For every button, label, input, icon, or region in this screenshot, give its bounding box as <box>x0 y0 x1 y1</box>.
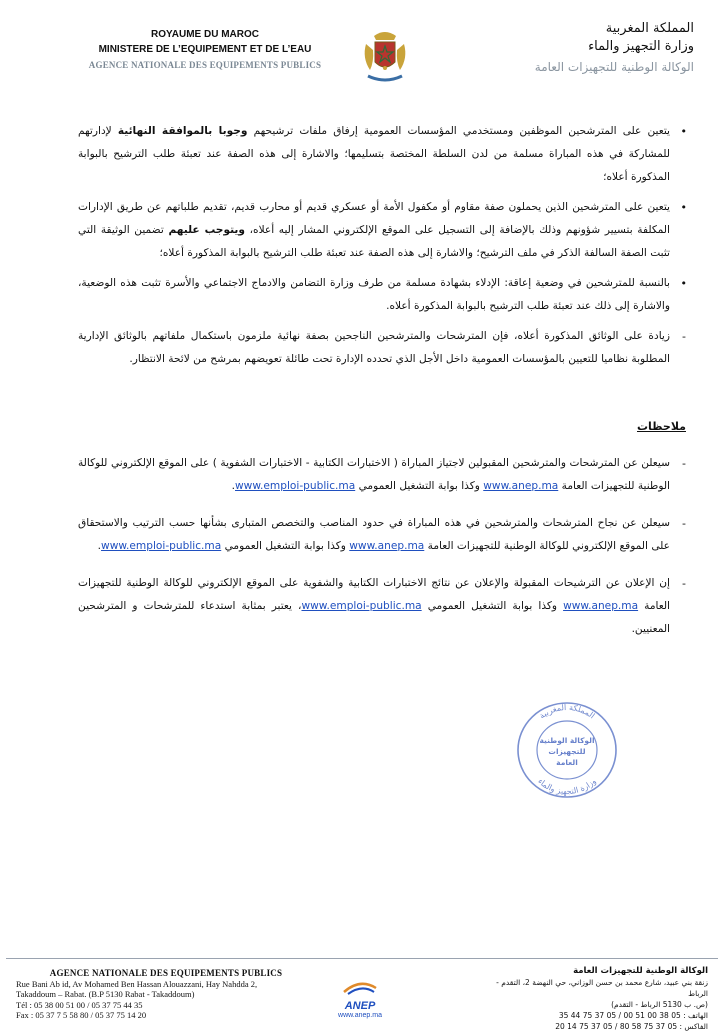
footer-agency-title-ar: الوكالة الوطنية للتجهيزات العامة <box>573 966 708 976</box>
bullet-icon: • <box>680 201 687 214</box>
note-text: ، يعتبر بمثابة استدعاء للمترشحات و المترشحين المعنيين. <box>78 600 670 635</box>
footer-phone-ar: الهاتف : 05 38 00 51 00 / 05 37 75 44 35 <box>558 1011 708 1020</box>
note-item <box>78 452 686 498</box>
svg-text:العامة: العامة <box>556 758 578 767</box>
requirement-paragraph <box>78 196 686 265</box>
coat-of-arms-icon <box>360 28 410 88</box>
requirement-paragraph <box>78 325 686 371</box>
official-stamp <box>515 700 619 800</box>
footer-divider <box>6 958 718 959</box>
requirement-paragraph <box>78 272 686 318</box>
ministry-label-ar: وزارة التجهيز والماء <box>588 39 694 54</box>
anep-link[interactable]: www.anep.ma <box>563 600 639 612</box>
note-text: وكذا بوابة التشغيل العمومي <box>421 600 564 612</box>
emploi-public-link[interactable]: www.emploi-public.ma <box>235 480 356 492</box>
requirements-section <box>78 120 686 378</box>
anep-logo-icon <box>340 978 380 996</box>
kingdom-label: ROYAUME DU MAROC <box>151 29 259 40</box>
footer-fax: Fax : 05 37 7 5 58 80 / 05 37 75 14 20 <box>16 1010 147 1020</box>
paragraph-bold-text: ويتوجب عليهم <box>168 224 245 236</box>
emploi-public-link[interactable]: www.emploi-public.ma <box>301 600 422 612</box>
anep-link[interactable]: www.anep.ma <box>349 540 425 552</box>
anep-logo-site: www.anep.ma <box>338 1012 382 1019</box>
header-arabic <box>434 20 694 78</box>
requirement-paragraph <box>78 120 686 189</box>
header-french <box>80 27 330 74</box>
note-item <box>78 512 686 558</box>
paragraph-text: تضمين الوثيقة التي تثبت الصفة السالفة الذكر في ملف الترشيح؛ والاشارة إلى هذه الصفة عند تعبئة طلب الترشيح بالبوابة المذكورة أعلاه؛ <box>78 224 670 259</box>
anep-logo <box>328 978 392 1022</box>
footer-phone: Tél : 05 38 00 51 00 / 05 37 75 44 35 <box>16 999 143 1010</box>
note-text: وكذا بوابة التشغيل العمومي <box>355 480 484 492</box>
footer-fax-ar: الفاكس : 05 37 75 58 80 / 05 37 75 14 20 <box>555 1022 708 1031</box>
note-text: سيعلن عن نجاح المترشحات والمترشحين في هذه المباراة في حدود المناصب والتخصص المتبارى بشأنها حسب الترتيب والاستحقاق على الموقع الإلكتروني للوكالة الوطنية للتجهيزات العامة <box>78 517 670 552</box>
ministry-label: MINISTERE DE L’EQUIPEMENT ET DE L’EAU <box>98 44 312 55</box>
paragraph-bold-text: وجوبا بالموافقة النهائية <box>117 125 248 137</box>
paragraph-text: بالنسبة للمترشحين في وضعية إعاقة: الإدلاء بشهادة مسلمة من طرف وزارة التضامن والادماج الاجتماعي والأسرة تثبت هذه الوضعية، والاشارة إلى ذلك عند تعبئة طلب الترشيح بالبوابة المذكورة أعلاه. <box>78 277 670 312</box>
footer-arabic <box>478 966 708 1032</box>
notes-title: ملاحظات <box>637 420 686 433</box>
footer-address-ar: زنقة بني عبيد، شارع محمد بن حسن الوزاني، حي النهضة 2، التقدم - الرباط <box>496 978 708 998</box>
note-text: سيعلن عن المترشحات والمترشحين المقبولين لاجتياز المباراة ( الاختبارات الكتابية - الاختبارات الشفوية ) على الموقع الإلكتروني للوكالة الوطنية للتجهيزات العامة <box>78 457 670 492</box>
notes-section <box>78 452 686 655</box>
footer-address: Rue Bani Ab id, Av Mohamed Ben Hassan Alouazzani, Hay Nahdda 2, <box>16 978 258 989</box>
paragraph-text: يتعين على المترشحين الذين يحملون صفة مقاوم أو مكفول الأمة أو عسكري قديم أو محارب قديم، تقديم طلباتهم عن طريق الإدارات المكلفة بتسيير شؤونهم وذلك بالإضافة إلى التسجيل على الموقع الإلكتروني المشار إليه أعلاه، <box>78 201 670 236</box>
kingdom-label-ar: المملكة المغربية <box>605 21 694 36</box>
emploi-public-link[interactable]: www.emploi-public.ma <box>101 540 222 552</box>
note-item <box>78 572 686 641</box>
footer-agency-title: AGENCE NATIONALE DES EQUIPEMENTS PUBLICS <box>49 968 283 978</box>
svg-text:الوكالة الوطنية: الوكالة الوطنية <box>539 736 595 745</box>
svg-text:المملكة المغربية: المملكة المغربية <box>537 702 597 721</box>
agency-label-ar: الوكالة الوطنية للتجهيزات العامة <box>534 60 694 74</box>
svg-text:وزارة التجهيز والماء: وزارة التجهيز والماء <box>536 776 598 797</box>
note-text: وكذا بوابة التشغيل العمومي <box>221 540 350 552</box>
dash-icon: - <box>682 577 686 590</box>
note-text: إن الإعلان عن الترشيحات المقبولة والإعلان عن نتائج الاختبارات الكتابية والشفوية على الموقع الإلكتروني للوكالة الوطنية للتجهيزات العامة <box>78 577 671 612</box>
svg-text:للتجهيزات: للتجهيزات <box>548 747 586 756</box>
note-text: . <box>97 540 102 552</box>
footer-french <box>16 968 316 1021</box>
anep-link[interactable]: www.anep.ma <box>483 480 559 492</box>
dash-icon: - <box>682 517 686 530</box>
anep-logo-text: ANEP <box>344 1000 376 1012</box>
agency-label: AGENCE NATIONALE DES EQUIPEMENTS PUBLICS <box>88 60 322 70</box>
note-text: . <box>231 480 236 492</box>
dash-icon: - <box>682 457 686 470</box>
paragraph-text: يتعين على المترشحين الموظفين ومستخدمي المؤسسات العمومية إرفاق ملفات ترشيحهم <box>247 125 671 137</box>
bullet-icon: • <box>680 125 687 138</box>
paragraph-text: زيادة على الوثائق المذكورة أعلاه، فإن المترشحات والمترشحين الناجحين بصفة نهائية ملزمون باستكمال ملفاتهم بالوثائق الإدارية المطلوبة نظاميا للتعيين بالمؤسسات العمومية داخل الأجل الذي تحدده الإدارة تحت طائلة تعويضهم بمرشح من لائحة الانتظار. <box>78 330 670 365</box>
footer-address-ar: (ص. ب 5130 الرباط - التقدم) <box>611 1000 708 1009</box>
footer-address: Takaddoum – Rabat. (B.P 5130 Rabat - Takaddoum) <box>16 989 195 999</box>
paragraph-text: لإدارتهم للمشاركة في هذه المباراة مسلمة من لدن السلطة المختصة بتسليمها؛ والاشارة إلى هذه الصفة عند تعبئة طلب الترشيح بالبوابة المذكورة أعلاه؛ <box>78 125 670 183</box>
dash-icon: - <box>682 330 686 343</box>
bullet-icon: • <box>680 277 687 290</box>
